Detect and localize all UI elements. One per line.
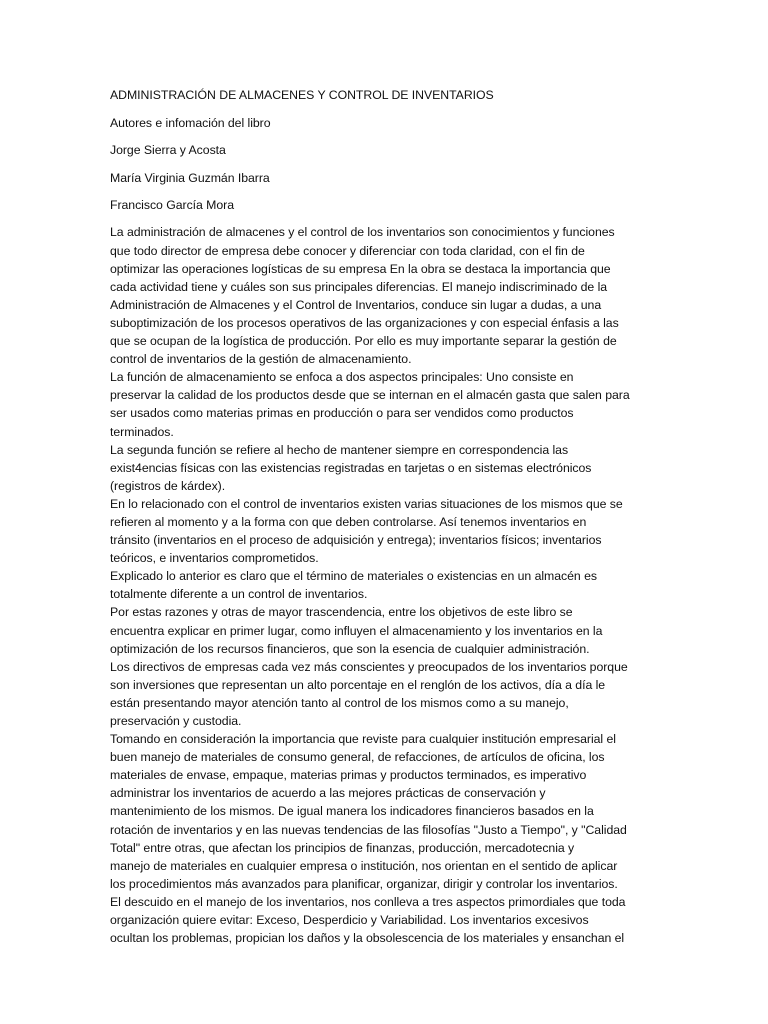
- body-text-line: ocultan los problemas, propician los daños y la obsolescencia de los materiales y ensanchan el: [110, 931, 625, 946]
- body-text-line: refieren al momento y a la forma con que deben controlarse. Así tenemos inventarios en: [110, 514, 587, 529]
- authors-heading: Autores e infomación del libro: [110, 115, 271, 130]
- body-text-line: La segunda función se refiere al hecho de mantener siempre en correspondencia las: [110, 442, 569, 457]
- author-name: Jorge Sierra y Acosta: [110, 143, 226, 158]
- body-text-line: preservación y custodia.: [110, 714, 242, 728]
- body-text-line: Por estas razones y otras de mayor trascendencia, entre los objetivos de este libro se: [110, 605, 573, 620]
- author-name: Francisco García Mora: [110, 198, 235, 213]
- body-text-line: Los directivos de empresas cada vez más conscientes y preocupados de los inventarios porque: [110, 659, 628, 674]
- body-text-line: encuentra explicar en primer lugar, como influyen el almacenamiento y los inventarios en la: [110, 623, 603, 638]
- document-title: ADMINISTRACIÓN DE ALMACENES Y CONTROL DE INVENTARIOS: [110, 88, 494, 102]
- body-text-line: Total" entre otras, que afectan los principios de finanzas, producción, mercadotecnia y: [110, 840, 575, 855]
- body-text-line: Tomando en consideración la importancia que reviste para cualquier institución empresarial el: [110, 732, 616, 747]
- body-text-line: preservar la calidad de los productos desde que se internan en el almacén gasta que salen para: [110, 388, 630, 403]
- body-text-line: totalmente diferente a un control de inventarios.: [110, 587, 368, 602]
- body-text-line: exist4encias físicas con las existencias registradas en tarjetas o en sistemas electrónicos: [110, 460, 592, 475]
- document-page: [110, 86, 660, 947]
- body-text-line: organización quiere evitar: Exceso, Desperdicio y Variabilidad. Los inventarios excesivos: [110, 913, 589, 928]
- body-text-line: buen manejo de materiales de consumo general, de refacciones, de artículos de oficina, los: [110, 750, 605, 765]
- body-text-line: administrar los inventarios de acuerdo a las mejores prácticas de conservación y: [110, 786, 546, 801]
- body-text-line: mantenimiento de los mismos. De igual manera los indicadores financieros basados en la: [110, 804, 594, 819]
- body-text-line: son inversiones que representan un alto porcentaje en el renglón de los activos, día a día le: [110, 677, 606, 692]
- body-text-line: rotación de inventarios y en las nuevas tendencias de las filosofías "Justo a Tiempo", y "Calidad: [110, 822, 627, 837]
- body-text-line: están presentando mayor atención tanto al control de los mismos como a su manejo,: [110, 695, 569, 710]
- body-text-line: El descuido en el manejo de los inventarios, nos conlleva a tres aspectos primordiales que toda: [110, 894, 626, 909]
- document-header: [110, 86, 660, 214]
- body-text-line: Administración de Almacenes y el Control de Inventarios, conduce sin lugar a dudas, a una: [110, 297, 602, 312]
- body-text-line: La función de almacenamiento se enfoca a dos aspectos principales: Uno consiste en: [110, 370, 574, 385]
- body-text-line: manejo de materiales en cualquier empresa o institución, nos orientan en el sentido de aplicar: [110, 858, 618, 873]
- body-text-line: materiales de envase, empaque, materias primas y productos terminados, es imperativo: [110, 768, 587, 783]
- body-text-line: optimización de los recursos financieros, que son la esencia de cualquier administración.: [110, 641, 590, 656]
- document-body: [110, 223, 660, 947]
- body-text-line: teóricos, e inventarios comprometidos.: [110, 551, 319, 566]
- body-text-line: terminados.: [110, 424, 174, 439]
- body-text-line: optimizar las operaciones logísticas de su empresa En la obra se destaca la importancia que: [110, 261, 611, 276]
- author-name: María Virginia Guzmán Ibarra: [110, 170, 270, 185]
- body-text-line: (registros de kárdex).: [110, 478, 226, 493]
- body-text-line: que todo director de empresa debe conocer y diferenciar con toda claridad, con el fin de: [110, 243, 585, 258]
- body-text-line: suboptimización de los procesos operativos de las organizaciones y con especial énfasis a las: [110, 315, 619, 330]
- body-text-line: los procedimientos más avanzados para planificar, organizar, dirigir y controlar los inventarios.: [110, 876, 618, 891]
- body-text-line: ser usados como materias primas en producción o para ser vendidos como productos: [110, 406, 574, 421]
- body-text-line: Explicado lo anterior es claro que el término de materiales o existencias en un almacén es: [110, 569, 597, 584]
- body-text-line: cada actividad tiene y cuáles son sus principales diferencias. El manejo indiscriminado de la: [110, 279, 608, 294]
- body-text-line: control de inventarios de la gestión de almacenamiento.: [110, 352, 412, 367]
- body-text-line: tránsito (inventarios en el proceso de adquisición y entrega); inventarios físicos; inventarios: [110, 533, 602, 548]
- body-text-line: que se ocupan de la logística de producción. Por ello es muy importante separar la gestión de: [110, 334, 617, 349]
- body-text-line: La administración de almacenes y el control de los inventarios son conocimientos y funciones: [110, 225, 615, 240]
- body-text-line: En lo relacionado con el control de inventarios existen varias situaciones de los mismos que se: [110, 496, 623, 511]
